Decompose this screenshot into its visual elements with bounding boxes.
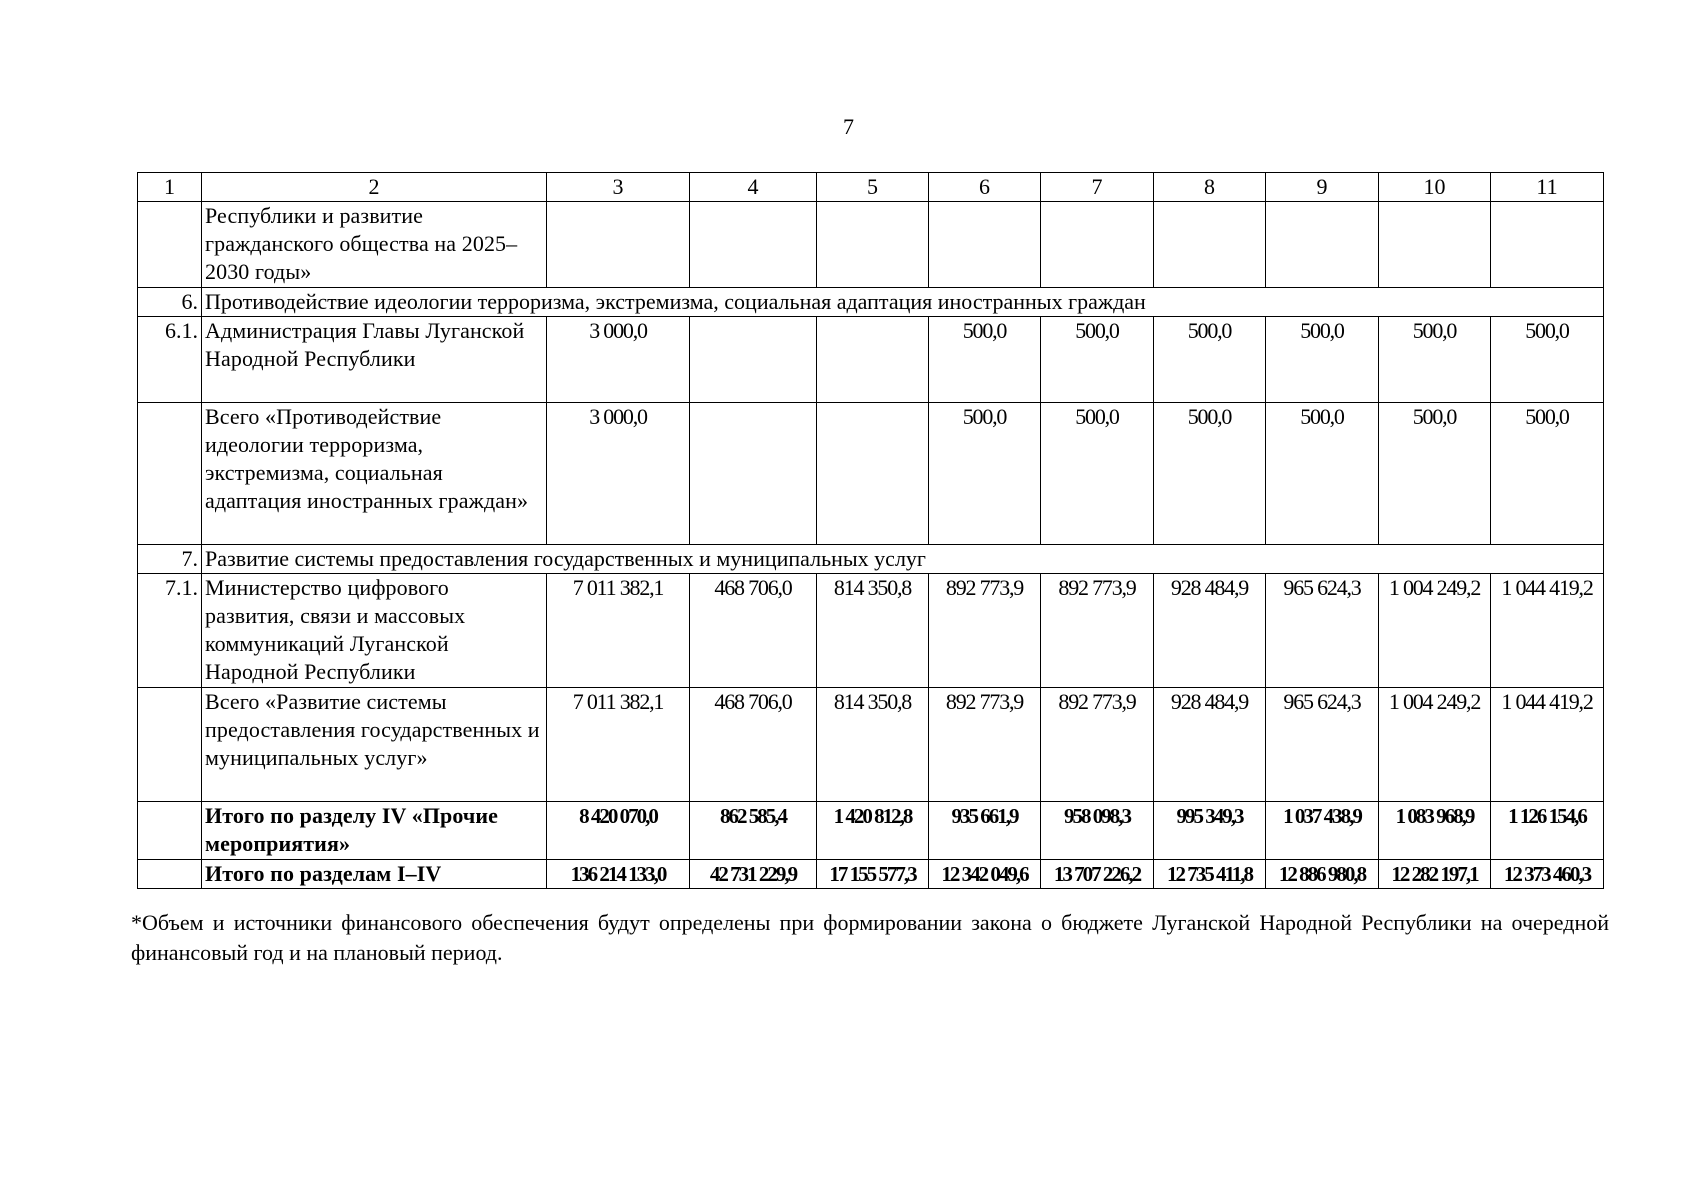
- table-cell: 500,0: [929, 403, 1041, 545]
- table-cell: 500,0: [1491, 317, 1604, 403]
- table-cell: 892 773,9: [1041, 574, 1154, 688]
- grand-total-label: Итого по разделам I–IV: [202, 860, 547, 889]
- table-cell: 928 484,9: [1154, 574, 1266, 688]
- table-cell: 500,0: [1379, 403, 1491, 545]
- section-index: 6.: [138, 288, 202, 317]
- section-row: [138, 545, 1604, 574]
- table-cell: 468 706,0: [690, 688, 817, 802]
- table-row: [138, 202, 1604, 288]
- total-cell: 995 349,3: [1154, 802, 1266, 860]
- table-cell: 965 624,3: [1266, 574, 1379, 688]
- grand-total-cell: 136 214 133,0: [547, 860, 690, 889]
- table-cell: [690, 403, 817, 545]
- table-cell: [690, 317, 817, 403]
- grand-total-cell: 12 282 197,1: [1379, 860, 1491, 889]
- total-cell: 8 420 070,0: [547, 802, 690, 860]
- column-number: 4: [690, 173, 817, 202]
- total-cell: 1 420 812,8: [817, 802, 929, 860]
- table-cell: 3 000,0: [547, 403, 690, 545]
- footnote: *Объем и источники финансового обеспечения будут определены при формировании закона о бюджете Луганской Народной Республики на очередной финансовый год и на плановый период.: [131, 910, 1609, 965]
- table-cell: 1 044 419,2: [1491, 574, 1604, 688]
- table-cell: 500,0: [1491, 403, 1604, 545]
- table-row: [138, 688, 1604, 802]
- grand-total-cell: 12 886 980,8: [1266, 860, 1379, 889]
- table-cell: 814 350,8: [817, 688, 929, 802]
- table-cell: 500,0: [1379, 317, 1491, 403]
- row-name: Всего «Развитие системы предоставления государственных и муниципальных услуг»: [202, 688, 547, 802]
- total-row: [138, 802, 1604, 860]
- table-cell: 892 773,9: [929, 574, 1041, 688]
- program-name: Республики и развитие гражданского общества на 2025–2030 годы»: [202, 202, 547, 288]
- table-row: [138, 403, 1604, 545]
- table-cell: 500,0: [1041, 317, 1154, 403]
- table-cell: 500,0: [929, 317, 1041, 403]
- column-number: 5: [817, 173, 929, 202]
- section-index: 7.: [138, 545, 202, 574]
- row-index: [138, 403, 202, 545]
- column-number: 10: [1379, 173, 1491, 202]
- total-cell: 958 098,3: [1041, 802, 1154, 860]
- table-cell: 500,0: [1041, 403, 1154, 545]
- grand-total-cell: 12 735 411,8: [1154, 860, 1266, 889]
- total-cell: 1 083 968,9: [1379, 802, 1491, 860]
- table-cell: 928 484,9: [1154, 688, 1266, 802]
- grand-total-cell: 17 155 577,3: [817, 860, 929, 889]
- grand-total-cell: 12 342 049,6: [929, 860, 1041, 889]
- row-index: [138, 688, 202, 802]
- column-number: 3: [547, 173, 690, 202]
- table-cell: 7 011 382,1: [547, 574, 690, 688]
- column-number: 8: [1154, 173, 1266, 202]
- table-cell: 814 350,8: [817, 574, 929, 688]
- table-cell: [817, 317, 929, 403]
- table-cell: 500,0: [1266, 403, 1379, 545]
- total-cell: 1 037 438,9: [1266, 802, 1379, 860]
- column-number: 9: [1266, 173, 1379, 202]
- table-cell: 965 624,3: [1266, 688, 1379, 802]
- table-cell: 1 004 249,2: [1379, 574, 1491, 688]
- column-number: 1: [138, 173, 202, 202]
- row-name: Министерство цифрового развития, связи и массовых коммуникаций Луганской Народной Республики: [202, 574, 547, 688]
- grand-total-row: [138, 860, 1604, 889]
- table-row: [138, 317, 1604, 403]
- table-cell: 1 004 249,2: [1379, 688, 1491, 802]
- row-name: Администрация Главы Луганской Народной Республики: [202, 317, 547, 403]
- total-label: Итого по разделу IV «Прочие мероприятия»: [202, 802, 547, 860]
- section-row: [138, 288, 1604, 317]
- section-title: Развитие системы предоставления государственных и муниципальных услуг: [202, 545, 1604, 574]
- budget-table: [137, 172, 1604, 889]
- total-cell: 862 585,4: [690, 802, 817, 860]
- table-cell: 468 706,0: [690, 574, 817, 688]
- table-cell: 892 773,9: [1041, 688, 1154, 802]
- table-cell: 500,0: [1266, 317, 1379, 403]
- page-number: 7: [843, 114, 854, 139]
- table-cell: 1 044 419,2: [1491, 688, 1604, 802]
- table-cell: [817, 403, 929, 545]
- table-cell: 892 773,9: [929, 688, 1041, 802]
- column-number: 2: [202, 173, 547, 202]
- table-cell: 500,0: [1154, 403, 1266, 545]
- total-cell: 1 126 154,6: [1491, 802, 1604, 860]
- grand-total-cell: 42 731 229,9: [690, 860, 817, 889]
- table-row: [138, 574, 1604, 688]
- row-index: 6.1.: [138, 317, 202, 403]
- table-cell: 7 011 382,1: [547, 688, 690, 802]
- row-index: 7.1.: [138, 574, 202, 688]
- column-number: 7: [1041, 173, 1154, 202]
- table-cell: 3 000,0: [547, 317, 690, 403]
- total-cell: 935 661,9: [929, 802, 1041, 860]
- column-number: 11: [1491, 173, 1604, 202]
- row-name: Всего «Противодействие идеологии терроризма, экстремизма, социальная адаптация иностранных граждан»: [202, 403, 547, 545]
- section-title: Противодействие идеологии терроризма, экстремизма, социальная адаптация иностранных граждан: [202, 288, 1604, 317]
- grand-total-cell: 13 707 226,2: [1041, 860, 1154, 889]
- column-number: 6: [929, 173, 1041, 202]
- table-cell: 500,0: [1154, 317, 1266, 403]
- grand-total-cell: 12 373 460,3: [1491, 860, 1604, 889]
- table-header-row: [138, 173, 1604, 202]
